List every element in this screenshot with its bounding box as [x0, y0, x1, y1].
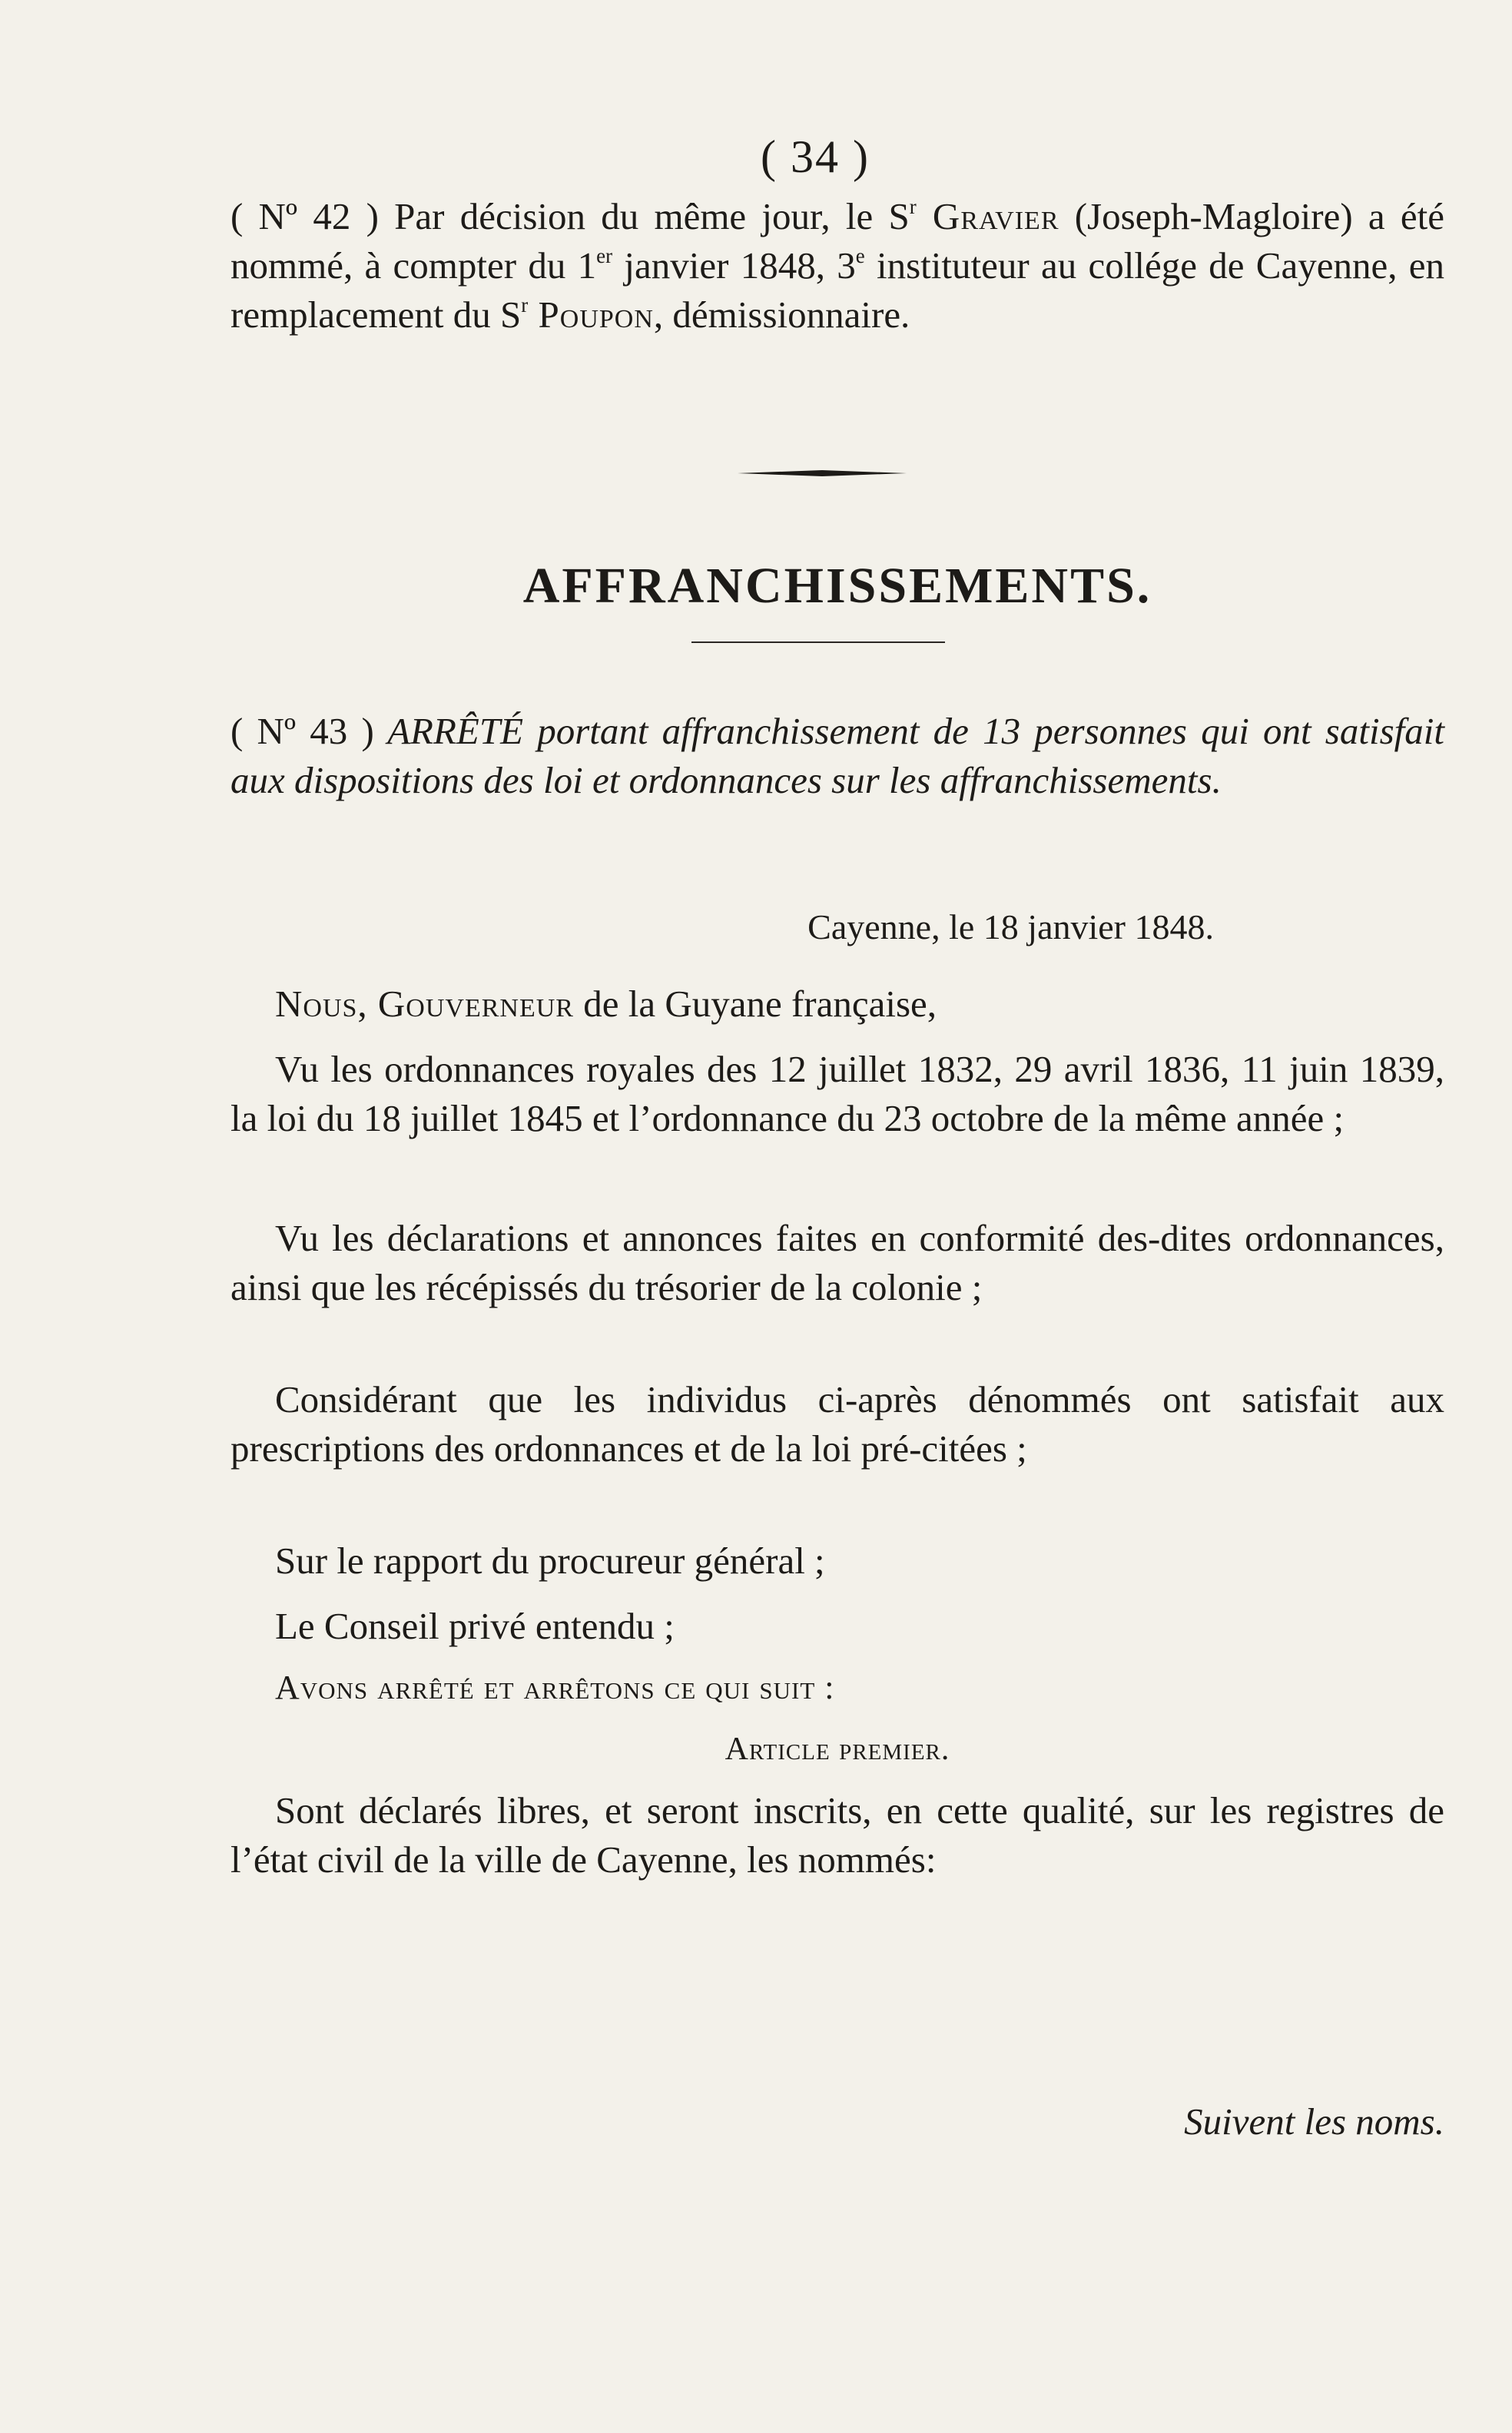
person-name: Poupon [528, 293, 654, 336]
entry-42-paragraph: ( Nº 42 ) Par décision du même jour, le $S^r$ Gravier (Joseph-Magloire) a été nommé, à compter du 1er janvier 1848, 3e instituteur au collége de Cayenne, en remplacement du $S^r$ Poupon, démissionnaire. [230, 194, 1445, 336]
entry-42-number: ( Nº 42 ) [230, 195, 379, 237]
heading-rule [691, 641, 945, 643]
ornament-rule [738, 469, 907, 478]
considerant-paragraph: Considérant que les individus ci-après dénommés ont satisfait aux prescriptions des ordonnances et de la loi pré-citées ; [230, 1378, 1444, 1470]
avons-line: Avons arrêté et arrêtons ce qui suit : [275, 1669, 835, 1706]
suivent-line: Suivent les noms. [1184, 2100, 1444, 2143]
entry-43-title: ARRÊTÉ portant affranchissement de 13 personnes qui ont satisfait aux dispositions des loi et ordonnances sur les affranchissements. [230, 710, 1445, 801]
entry-43-paragraph [230, 707, 1444, 805]
conseil-line: Le Conseil privé entendu ; [275, 1605, 675, 1647]
rapport-line: Sur le rapport du procureur général ; [275, 1540, 825, 1582]
person-name: Gravier [916, 195, 1059, 237]
vu-declarations: Vu les déclarations et annonces faites en conformité des-dites ordonnances, ainsi que les récépissés du trésorier de la colonie ; [230, 1217, 1444, 1308]
section-heading: AFFRANCHISSEMENTS. [522, 558, 1152, 614]
governor-line: Nous, Gouverneur de la Guyane française, [275, 983, 937, 1025]
page-number: ( 34 ) [761, 131, 870, 182]
date-line: Cayenne, le 18 janvier 1848. [807, 907, 1214, 946]
vu-ordonnances: Vu les ordonnances royales des 12 juillet 1832, 29 avril 1836, 11 juin 1839, la loi du 18 juillet 1845 et l’ordonnance du 23 octobre de la même année ; [230, 1048, 1444, 1139]
article-body: Sont déclarés libres, et seront inscrits, en cette qualité, sur les registres de l’état civil de la ville de Cayenne, les nommés: [230, 1789, 1444, 1881]
article-heading: Article premier. [724, 1732, 950, 1767]
entry-43-number: ( Nº 43 ) [230, 710, 374, 752]
